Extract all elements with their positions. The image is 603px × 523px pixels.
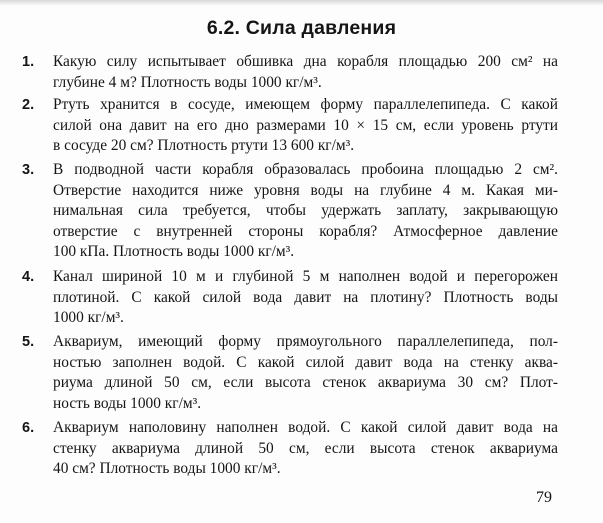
problem-line: риума длиной 50 см, если высота стенок аквариума 30 см? Плот-	[53, 374, 558, 392]
problem-number: 4.	[22, 269, 35, 285]
problem-line: 100 кПа. Плотность воды 1000 кг/м³.	[53, 243, 295, 261]
problem-number: 2.	[22, 97, 35, 113]
problem-line: отверстие с внутренней стороны корабля? Атмосферное давление	[53, 222, 558, 240]
problem-line: Какую силу испытывает обшивка дна корабля площадью 200 см² на	[53, 53, 558, 70]
problem-text	[53, 95, 558, 157]
problem-line: нимальная сила требуется, чтобы удержать заплату, закрывающую	[53, 202, 558, 220]
problem-text	[53, 418, 558, 480]
problem-number: 6.	[22, 420, 35, 436]
problem-text	[53, 52, 558, 93]
problem-line: Отверстие находится ниже уровня воды на глубине 4 м. Какая ми-	[53, 181, 558, 199]
section-title: 6.2. Сила давления	[206, 17, 397, 39]
problem-line: Ртуть хранится в сосуде, имеющем форму параллелепипеда. С какой	[53, 96, 558, 113]
problem-text	[53, 332, 558, 414]
page-number: 79	[536, 489, 552, 506]
problem-number: 3.	[22, 162, 35, 178]
page-edge-shadow	[0, 0, 603, 6]
problem-line: ностью заполнен водой. С какой силой давит вода на стенку аква-	[53, 353, 558, 371]
problem-line: Аквариум наполовину наполнен водой. С какой силой давит вода на	[53, 419, 558, 436]
problem-number: 5.	[22, 334, 35, 350]
problem-line: Аквариум, имеющий форму прямоугольного параллелепипеда, пол-	[53, 333, 558, 350]
problem-line: ность воды 1000 кг/м³.	[53, 394, 202, 412]
problem-line: В подводной части корабля образовалась пробоина площадью 2 см².	[53, 161, 558, 178]
problem-text	[53, 160, 558, 263]
problem-line: 1000 кг/м³.	[53, 309, 124, 327]
problem-text	[53, 267, 558, 329]
problem-line: глубине 4 м? Плотность воды 1000 кг/м³.	[53, 73, 322, 91]
problem-line: 40 см? Плотность воды 1000 кг/м³.	[53, 460, 281, 478]
problem-number: 1.	[22, 54, 35, 70]
problem-line: плотиной. С какой силой вода давит на плотину? Плотность воды	[53, 288, 558, 306]
problem-line: стенку аквариума длиной 50 см, если высота стенок аквариума	[53, 439, 558, 457]
problem-line: в сосуде 20 см? Плотность ртути 13 600 кг/м³.	[53, 137, 355, 155]
problem-line: силой она давит на его дно размерами 10 × 15 см, если уровень ртути	[53, 116, 558, 134]
problem-line: Канал шириной 10 м и глубиной 5 м наполнен водой и перегорожен	[53, 268, 558, 285]
